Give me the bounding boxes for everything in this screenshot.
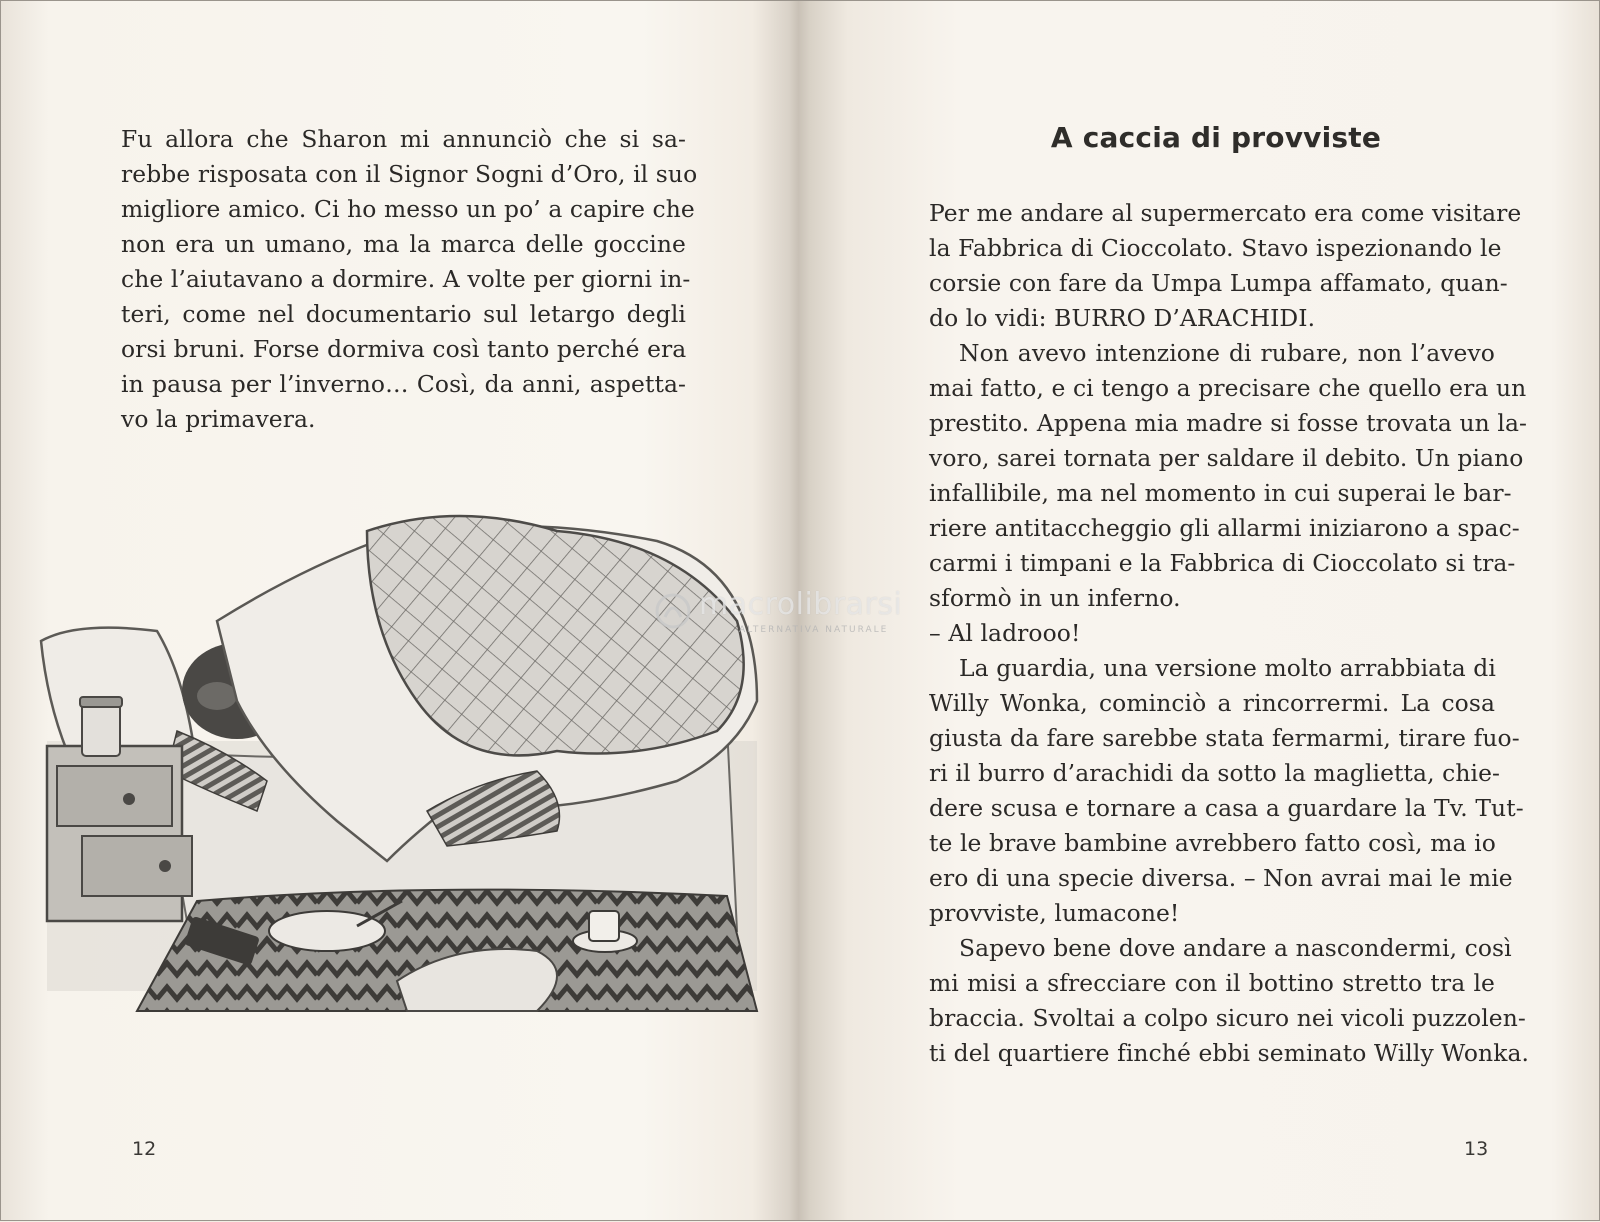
text-line: braccia. Svoltai a colpo sicuro nei vicoli puzzolen- [929,1004,1526,1032]
face [197,682,237,710]
text-line: Non avevo intenzione di rubare, non l’avevo [959,339,1495,367]
left-page-text [121,122,698,437]
right-page-text [929,196,1530,1071]
text-line: sformò in un inferno. [929,584,1181,612]
text-line: Per me andare al supermercato era come visitare [929,199,1522,227]
text-line: infallibile, ma nel momento in cui superai le bar- [929,479,1512,507]
text-line: teri, come nel documentario sul letargo degli [121,300,686,328]
text-line: riere antitaccheggio gli allarmi iniziarono a spac- [929,514,1520,542]
text-line: rebbe risposata con il Signor Sogni d’Oro, il suo [121,160,698,188]
sleeping-mother-illustration [37,501,777,1031]
text-line: la Fabbrica di Cioccolato. Stavo ispezionando le [929,234,1502,262]
brand-logo-icon [653,591,693,631]
text-line: mi misi a sfrecciare con il bottino stretto tra le [929,969,1495,997]
text-line: provviste, lumacone! [929,899,1180,927]
text-line: dere scusa e tornare a casa a guardare la Tv. Tut- [929,794,1524,822]
text-line: Willy Wonka, cominciò a rincorrermi. La cosa [929,689,1495,717]
watermark-tagline: ALTERNATIVA NATURALE [739,625,889,635]
text-line: te le brave bambine avrebbero fatto così, ma io [929,829,1496,857]
text-line: vo la primavera. [121,405,316,433]
text-line: non era un umano, ma la marca delle goccine [121,230,686,258]
chapter-title: A caccia di provviste [1050,121,1382,154]
text-line: in pausa per l’inverno… Così, da anni, aspetta- [121,370,686,398]
pill-jar [80,697,122,756]
text-line: giusta da fare sarebbe stata fermarmi, tirare fuo- [929,724,1520,752]
text-line: prestito. Appena mia madre si fosse trovata un la- [929,409,1527,437]
text-line: voro, sarei tornata per saldare il debito. Un piano [929,444,1524,472]
text-line: carmi i timpani e la Fabbrica di Cioccolato si tra- [929,549,1516,577]
text-line: migliore amico. Ci ho messo un po’ a capire che [121,195,695,223]
text-line: Fu allora che Sharon mi annunciò che si sa- [121,125,686,153]
page-number-left: 12 [132,1138,157,1160]
soup-bowl [269,911,385,951]
nightstand [47,746,192,921]
text-line: ri il burro d’arachidi da sotto la maglietta, chie- [929,759,1501,787]
text-line: mai fatto, e ci tengo a precisare che quello era un [929,374,1527,402]
watermark-brand: macrolibrarsi [699,587,903,622]
right-page [806,1,1600,1222]
text-line: do lo vidi: BURRO D’ARACHIDI. [929,304,1316,332]
text-line: ero di una specie diversa. – Non avrai mai le mie [929,864,1513,892]
text-line: ti del quartiere finché ebbi seminato Willy Wonka. [929,1039,1530,1067]
text-line: corsie con fare da Umpa Lumpa affamato, quan- [929,269,1508,297]
text-line: orsi bruni. Forse dormiva così tanto perché era [121,335,687,363]
text-line: La guardia, una versione molto arrabbiata di [959,654,1496,682]
text-line: Sapevo bene dove andare a nascondermi, così [959,934,1512,962]
text-line: che l’aiutavano a dormire. A volte per giorni in- [121,265,691,293]
page-number-right: 13 [1464,1138,1489,1160]
text-line: – Al ladrooo! [929,619,1081,647]
